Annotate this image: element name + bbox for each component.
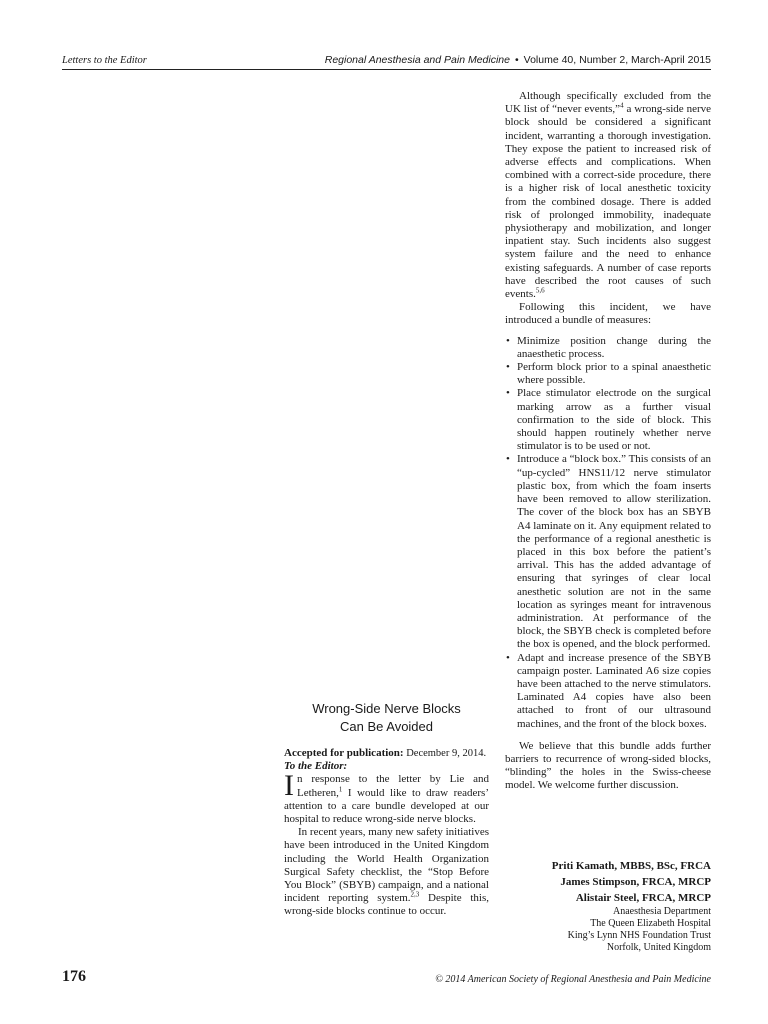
right-column [505, 90, 711, 793]
list-item: • Introduce a “block box.” This consists of an “up-cycled” HNS11/12 nerve stimulator plastic box, from which the foam inserts have been removed to allow sterilization. The cover of the block box has an SBYB A4 laminate on it. Any equipment related to the performance of a regional anesthetic is placed in this box before the patient’s arrival. This has the added advantage of ensuring that syringes of clear local anesthetic solution are not in the same location as syringes meant for intravenous administration. At performance of the block, the SBYB check is completed before the box is opened, and the block performed. [505, 453, 711, 651]
drop-cap: I [284, 773, 294, 803]
text-span: a wrong-side nerve block should be considered a significant incident, warranting a thorough investigation. They expose the patient to increased risk of adverse effects and complications. When combined with a correct-side procedure, there is a higher risk of local anesthetic toxicity from the combined dosage. There is added risk of prolonged immobility, inadequate physiotherapy and mobilization, and longer inpatient stay. Such incidents also suggest system failure and the need to enhance existing safeguards. A number of case reports have described the root causes of such events. [505, 103, 711, 301]
page-number: 176 [62, 968, 86, 985]
header-rule [62, 69, 711, 70]
affiliation-line: The Queen Elizabeth Hospital [590, 918, 711, 929]
accepted-value: December 9, 2014. [403, 748, 487, 759]
journal-name: Regional Anesthesia and Pain Medicine [324, 54, 510, 66]
body-paragraph: Following this incident, we have introduced a bundle of measures: [505, 301, 711, 327]
body-paragraph: We believe that this bundle adds further barriers to recurrence of wrong-sided blocks, “blinding” the holes in the Swiss-cheese model. We welcome further discussion. [505, 739, 711, 792]
running-header-section: Letters to the Editor [62, 55, 147, 66]
running-header-journal [325, 54, 711, 66]
reference-mark: 4 [620, 101, 624, 110]
list-item: • Place stimulator electrode on the surgical marking arrow as a further visual confirmation to the side of block. This should happen routinely whether nerve stimulator is to be used or not. [505, 387, 711, 453]
author-name: Priti Kamath, MBBS, BSc, FRCA [551, 860, 711, 872]
title-line: Wrong-Side Nerve Blocks [312, 701, 461, 716]
list-item: • Perform block prior to a spinal anaesthetic where possible. [505, 361, 711, 387]
text-span: n response to the letter by Lie and Letheren, [297, 773, 489, 799]
text-span: I would like to draw readers’ attention to a care bundle developed at our hospital to reduce wrong-side nerve blocks. [284, 786, 489, 826]
text-span: Despite this, wrong-side blocks continue to occur. [284, 892, 489, 918]
measures-list [505, 335, 711, 731]
list-item: • Adapt and increase presence of the SBYB campaign poster. Laminated A6 size copies have been attached to the nerve stimulators. Laminated A4 copies have also been attached to front of our ultrasound machines, and the front of the block boxes. [505, 652, 711, 731]
text-span: In recent years, many new safety initiatives have been introduced in the United Kingdom including the World Health Organization Surgical Safety checklist, the “Stop Before You Block” (SBYB) campaign, and a national incident reporting system. [284, 826, 489, 905]
journal-issue: Volume 40, Number 2, March-April 2015 [523, 54, 711, 66]
accepted-date [284, 747, 489, 760]
left-column [284, 700, 489, 919]
affiliation-line: Norfolk, United Kingdom [606, 942, 711, 953]
accepted-label: Accepted for publication: [284, 747, 404, 759]
reference-mark: 1 [338, 784, 343, 793]
title-line: Can Be Avoided [340, 719, 433, 734]
header-separator: • [514, 54, 519, 66]
signature-block [501, 858, 711, 954]
author-name: Alistair Steel, FRCA, MRCP [575, 892, 711, 904]
author-name: James Stimpson, FRCA, MRCP [560, 876, 711, 888]
salutation: To the Editor: [284, 760, 348, 773]
affiliation-line: Anaesthesia Department [612, 906, 711, 917]
text-span: Although specifically excluded from the UK list of “never events,” [505, 90, 711, 116]
article-title [284, 700, 489, 736]
affiliation-line: King’s Lynn NHS Foundation Trust [567, 930, 711, 941]
body-paragraph [505, 90, 711, 301]
copyright-footer: © 2014 American Society of Regional Anesthesia and Pain Medicine [435, 974, 711, 985]
body-paragraph [284, 773, 489, 826]
reference-mark: 2,3 [410, 890, 420, 899]
body-paragraph [284, 826, 489, 918]
reference-mark: 5,6 [535, 286, 545, 295]
list-item: • Minimize position change during the anaesthetic process. [505, 335, 711, 361]
